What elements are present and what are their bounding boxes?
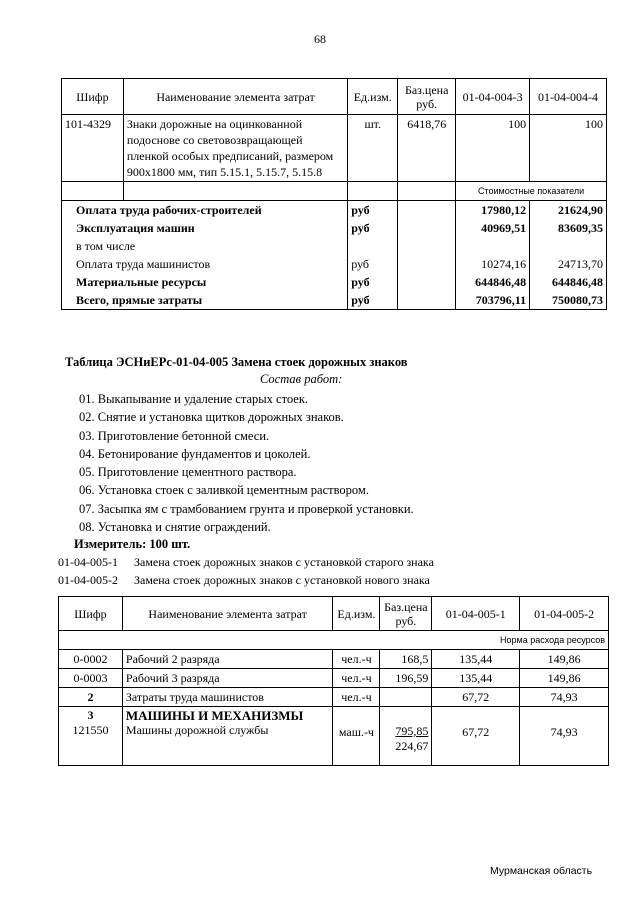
col-header-price: Баз.цена руб.	[380, 597, 432, 631]
row-unit: руб	[348, 201, 398, 220]
row-value-1: 67,72	[432, 688, 520, 707]
row-name: Материальные ресурсы	[62, 273, 348, 291]
machine-price-2: 224,67	[395, 739, 429, 753]
page-number: 68	[314, 32, 326, 46]
work-list	[79, 390, 414, 536]
row-value-2: 149,86	[520, 669, 609, 688]
code: 01-04-005-1	[58, 555, 118, 569]
region-footer: Мурманская область	[490, 865, 593, 877]
group-code: 3	[87, 708, 94, 722]
row-name: Эксплуатация машин	[62, 219, 348, 237]
row-name: Рабочий 3 разряда	[122, 669, 333, 688]
cost-table-1	[61, 78, 607, 310]
row-name: Затраты труда машинистов	[122, 688, 333, 707]
row-value-2: 83609,35	[530, 219, 607, 237]
item-name: Знаки дорожные на оцинкованной подоснове со световозвращающей пленкой особых предписаний, размером 900х1800 мм, тип 5.15.1, 5.15.7, 5.15.8	[123, 115, 347, 182]
resource-table-2	[58, 596, 609, 766]
row-value-1: 17980,12	[456, 201, 530, 220]
row-value-1: 135,44	[432, 650, 520, 669]
row-value-2: 149,86	[520, 650, 609, 669]
work-item: 03. Приготовление бетонной смеси.	[79, 428, 270, 443]
code-description: Замена стоек дорожных знаков с установкой нового знака	[134, 573, 430, 587]
row-unit: чел.-ч	[333, 669, 380, 688]
row-name: Оплата труда рабочих-строителей	[62, 201, 348, 220]
machine-name: Машины дорожной службы	[125, 723, 269, 737]
col-header-code: Шифр	[62, 79, 124, 115]
row-value-1: 10274,16	[456, 255, 530, 273]
row-value-2: 24713,70	[530, 255, 607, 273]
machine-value-1: 67,72	[432, 707, 520, 766]
item-price: 6418,76	[398, 115, 456, 182]
code-line-1	[58, 555, 434, 570]
row-value-2: 750080,73	[530, 291, 607, 310]
work-item: 04. Бетонирование фундаментов и цоколей.	[79, 446, 311, 461]
row-name: Рабочий 2 разряда	[122, 650, 333, 669]
machine-code: 121550	[72, 723, 109, 737]
row-unit: руб	[348, 219, 398, 237]
row-value-1: 135,44	[432, 669, 520, 688]
row-price: 168,5	[380, 650, 432, 669]
work-title: Состав работ:	[260, 372, 343, 386]
col-header-price: Баз.цена руб.	[398, 79, 456, 115]
work-item: 02. Снятие и установка щитков дорожных знаков.	[79, 410, 344, 425]
row-name: в том числе	[62, 237, 348, 255]
col-header-norm2: 01-04-005-2	[520, 597, 609, 631]
col-header-name: Наименование элемента затрат	[122, 597, 333, 631]
row-value-1: 644846,48	[456, 273, 530, 291]
machine-value-2: 74,93	[520, 707, 609, 766]
row-name: Оплата труда машинистов	[62, 255, 348, 273]
item-value-2: 100	[530, 115, 607, 182]
row-code: 0-0002	[59, 650, 123, 669]
row-price: 196,59	[380, 669, 432, 688]
code-line-2	[58, 573, 430, 588]
col-header-norm1: 01-04-005-1	[432, 597, 520, 631]
col-header-unit: Ед.изм.	[348, 79, 398, 115]
section-label: Стоимостные показатели	[456, 182, 607, 201]
row-unit: руб	[348, 255, 398, 273]
row-unit: руб	[348, 273, 398, 291]
section-label: Норма расхода ресурсов	[432, 631, 609, 650]
machine-unit: маш.-ч	[333, 707, 380, 766]
work-item: 06. Установка стоек с заливкой цементным раствором.	[79, 483, 369, 498]
item-code: 101-4329	[62, 115, 124, 182]
work-item: 08. Установка и снятие ограждений.	[79, 520, 271, 535]
code: 01-04-005-2	[58, 573, 118, 587]
row-unit: руб	[348, 291, 398, 310]
row-value-1: 703796,11	[456, 291, 530, 310]
col-header-unit: Ед.изм.	[333, 597, 380, 631]
row-value-2: 644846,48	[530, 273, 607, 291]
work-item: 05. Приготовление цементного раствора.	[79, 465, 297, 480]
table-title: Таблица ЭСНиЕРс-01-04-005 Замена стоек дорожных знаков	[65, 355, 408, 369]
col-header-name: Наименование элемента затрат	[123, 79, 347, 115]
machine-price-1: 795,85	[395, 724, 429, 738]
measure-unit: Измеритель: 100 шт.	[74, 537, 191, 551]
row-value-2: 74,93	[520, 688, 609, 707]
col-header-code: Шифр	[59, 597, 123, 631]
row-code: 2	[59, 688, 123, 707]
code-description: Замена стоек дорожных знаков с установкой старого знака	[134, 555, 434, 569]
col-header-norm2: 01-04-004-4	[530, 79, 607, 115]
work-item: 01. Выкапывание и удаление старых стоек.	[79, 392, 309, 406]
item-value-1: 100	[456, 115, 530, 182]
work-item: 07. Засыпка ям с трамбованием грунта и проверкой установки.	[79, 501, 414, 516]
group-name: МАШИНЫ И МЕХАНИЗМЫ	[125, 708, 304, 723]
row-value-1: 40969,51	[456, 219, 530, 237]
row-price	[380, 688, 432, 707]
row-code: 0-0003	[59, 669, 123, 688]
row-unit: чел.-ч	[333, 650, 380, 669]
col-header-norm1: 01-04-004-3	[456, 79, 530, 115]
item-unit: шт.	[348, 115, 398, 182]
row-name: Всего, прямые затраты	[62, 291, 348, 310]
row-value-2: 21624,90	[530, 201, 607, 220]
row-unit: чел.-ч	[333, 688, 380, 707]
